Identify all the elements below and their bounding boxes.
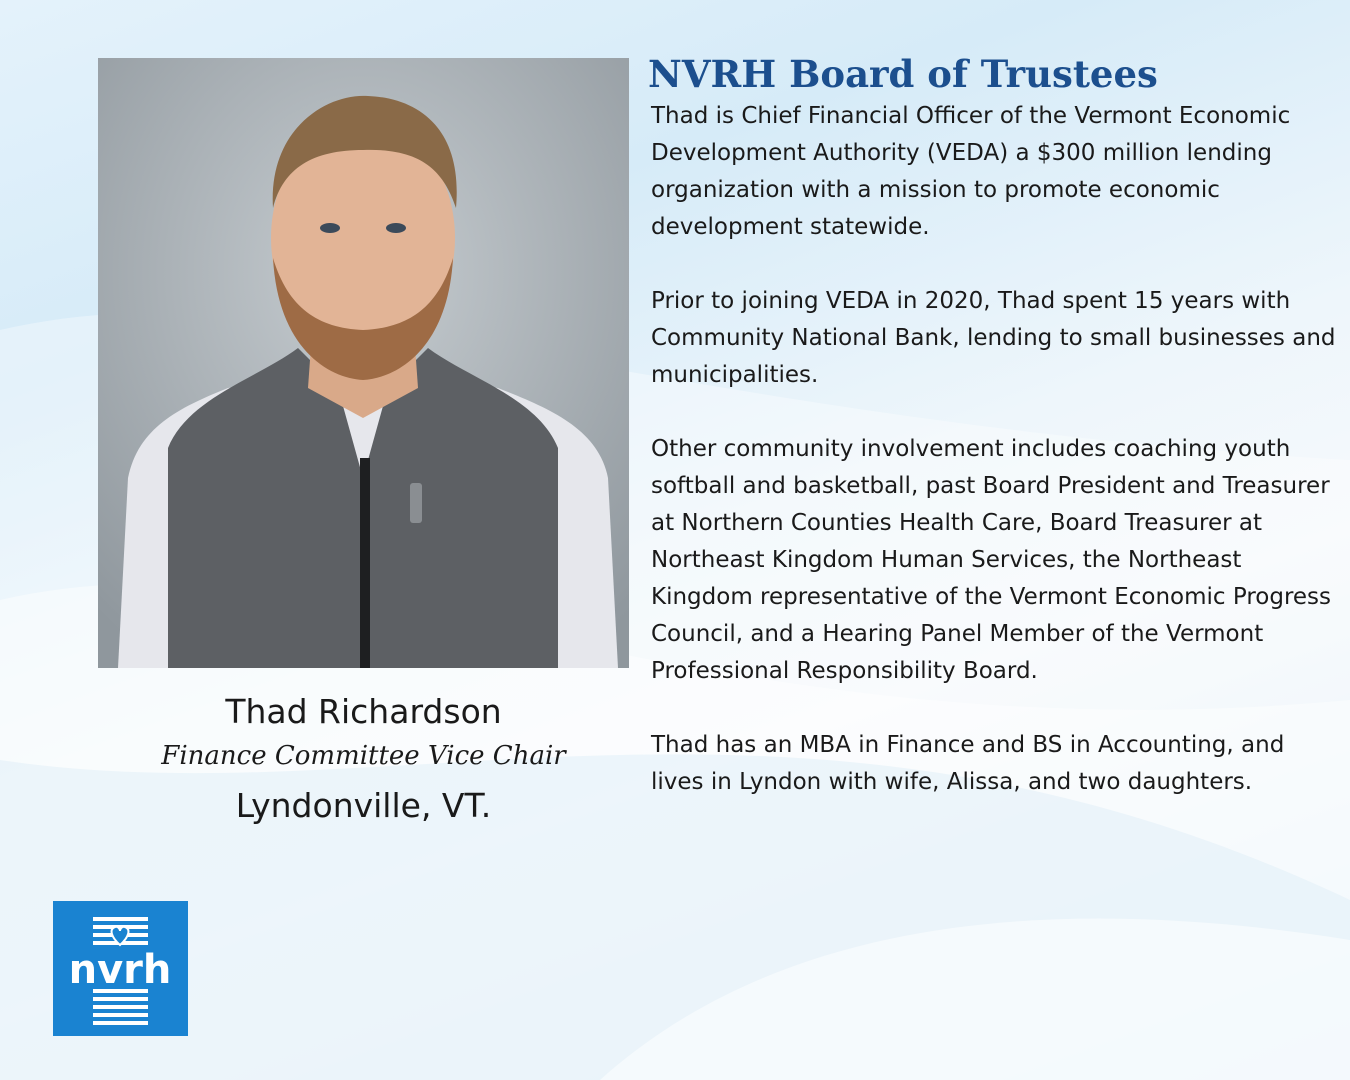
portrait-photo [98, 58, 629, 668]
person-name: Thad Richardson [225, 692, 502, 731]
person-role: Finance Committee Vice Chair [161, 741, 566, 771]
bio-paragraph: Thad is Chief Financial Officer of the Vermont Economic Development Authority (VEDA) a $300 million lending organization with a mission to promote economic development statewide. [651, 103, 1291, 240]
bio-paragraph: Prior to joining VEDA in 2020, Thad spent 15 years with Community National Bank, lending to small businesses and municipalities. [651, 288, 1336, 388]
bio-paragraph: Other community involvement includes coaching youth softball and basketball, past Board President and Treasurer at Northern Counties Health Care, Board Treasurer at Northeast Kingdom Human Services, the Northeast Kingdom representative of the Vermont Economic Progress Council, and a Hearing Panel Member of the Vermont Professional Responsibility Board. [651, 436, 1332, 684]
profile-caption [98, 690, 629, 828]
person-location: Lyndonville, VT. [235, 786, 492, 825]
nvrh-logo [53, 901, 188, 1036]
logo-text: nvrh [68, 947, 172, 993]
bio-paragraph: Thad has an MBA in Finance and BS in Accounting, and lives in Lyndon with wife, Alissa, and two daughters. [651, 732, 1285, 795]
page-title: NVRH Board of Trustees [648, 52, 1158, 96]
bio-text [651, 98, 1341, 838]
